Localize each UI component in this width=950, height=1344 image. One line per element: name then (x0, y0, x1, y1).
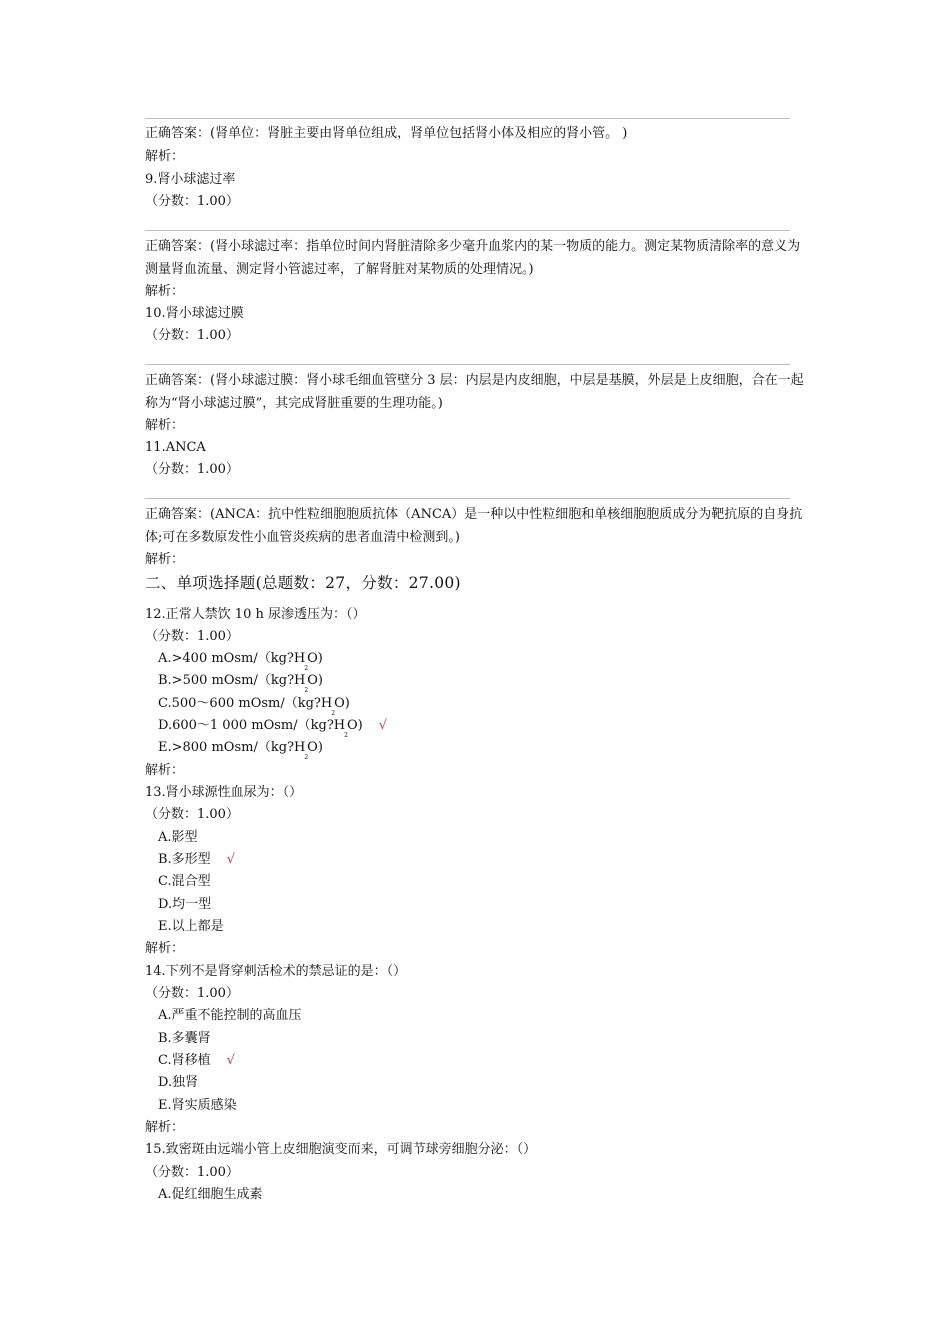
correct-answer: 正确答案：(ANCA：抗中性粒细胞胞质抗体（ANCA）是一种以中性粒细胞和单核细胞胞质成分为靶抗原的自身抗体;可在多数原发性小血管炎疾病的患者血清中检测到。) (145, 507, 803, 545)
option-c: C.500～600 mOsm/$(kg?H_2O)$ (158, 696, 350, 717)
question-stem: 12.正常人禁饮 10 h 尿渗透压为：（） (145, 607, 366, 622)
question-score: （分数：1.00） (145, 328, 239, 343)
question-score: （分数：1.00） (145, 807, 239, 822)
option-a: A.影型 (158, 830, 198, 845)
option-a: A.严重不能控制的高血压 (158, 1008, 302, 1023)
divider (145, 364, 790, 365)
correct-check-icon: √ (226, 1053, 235, 1068)
correct-answer: 正确答案：(肾单位：肾脏主要由肾单位组成，肾单位包括肾小体及相应的肾小管。 ) (145, 126, 628, 141)
option-e: E.>800 mOsm/$(kg?H_2O)$ (158, 740, 323, 761)
question-score: （分数：1.00） (145, 462, 239, 477)
analysis-label: 解析： (145, 941, 185, 956)
divider (145, 118, 790, 119)
correct-answer: 正确答案：(肾小球滤过率：指单位时间内肾脏清除多少毫升血浆内的某一物质的能力。测定某物质清除率的意义为测量肾血流量、测定肾小管滤过率，了解肾脏对某物质的处理情况。) (145, 239, 801, 277)
option-a: A.促红细胞生成素 (158, 1187, 263, 1202)
correct-check-icon: √ (378, 718, 387, 733)
option-d: D.独肾 (158, 1075, 199, 1090)
correct-check-icon: √ (226, 852, 235, 867)
question-score: （分数：1.00） (145, 1165, 239, 1180)
analysis-label: 解析： (145, 1120, 185, 1135)
option-b: B.多形型 √ (158, 852, 235, 867)
option-b: B.>500 mOsm/$(kg?H_2O)$ (158, 673, 323, 694)
question-score: （分数：1.00） (145, 194, 239, 209)
question-score: （分数：1.00） (145, 986, 239, 1001)
question-stem: 14.下列不是肾穿刺活检术的禁忌证的是：（） (145, 964, 407, 979)
analysis-label: 解析： (145, 552, 185, 567)
option-c: C.肾移植 √ (158, 1053, 235, 1068)
analysis-label: 解析： (145, 418, 185, 433)
option-e: E.肾实质感染 (158, 1098, 237, 1113)
option-a: A.>400 mOsm/$(kg?H_2O)$ (158, 651, 323, 672)
analysis-label: 解析： (145, 149, 185, 164)
option-e: E.以上都是 (158, 919, 224, 934)
option-c: C.混合型 (158, 874, 211, 889)
question-title: 11.ANCA (145, 440, 206, 455)
option-b: B.多囊肾 (158, 1031, 211, 1046)
question-stem: 15.致密斑由远端小管上皮细胞演变而来，可调节球旁细胞分泌：（） (145, 1142, 537, 1157)
option-d: D.600～1 000 mOsm/$(kg?H_2O)$ √ (158, 718, 387, 739)
analysis-label: 解析： (145, 284, 185, 299)
question-score: （分数：1.00） (145, 629, 239, 644)
question-title: 9.肾小球滤过率 (145, 172, 236, 187)
option-d: D.均一型 (158, 897, 212, 912)
analysis-label: 解析： (145, 763, 185, 778)
divider (145, 230, 790, 231)
section-heading: 二、单项选择题(总题数：27，分数：27.00) (145, 574, 461, 592)
correct-answer: 正确答案：(肾小球滤过膜：肾小球毛细血管壁分 3 层：内层是内皮细胞，中层是基膜，外层是上皮细胞，合在一起称为“肾小球滤过膜”，其完成肾脏重要的生理功能。) (145, 373, 804, 411)
divider (145, 498, 790, 499)
question-title: 10.肾小球滤过膜 (145, 306, 244, 321)
question-stem: 13.肾小球源性血尿为：（） (145, 785, 303, 800)
